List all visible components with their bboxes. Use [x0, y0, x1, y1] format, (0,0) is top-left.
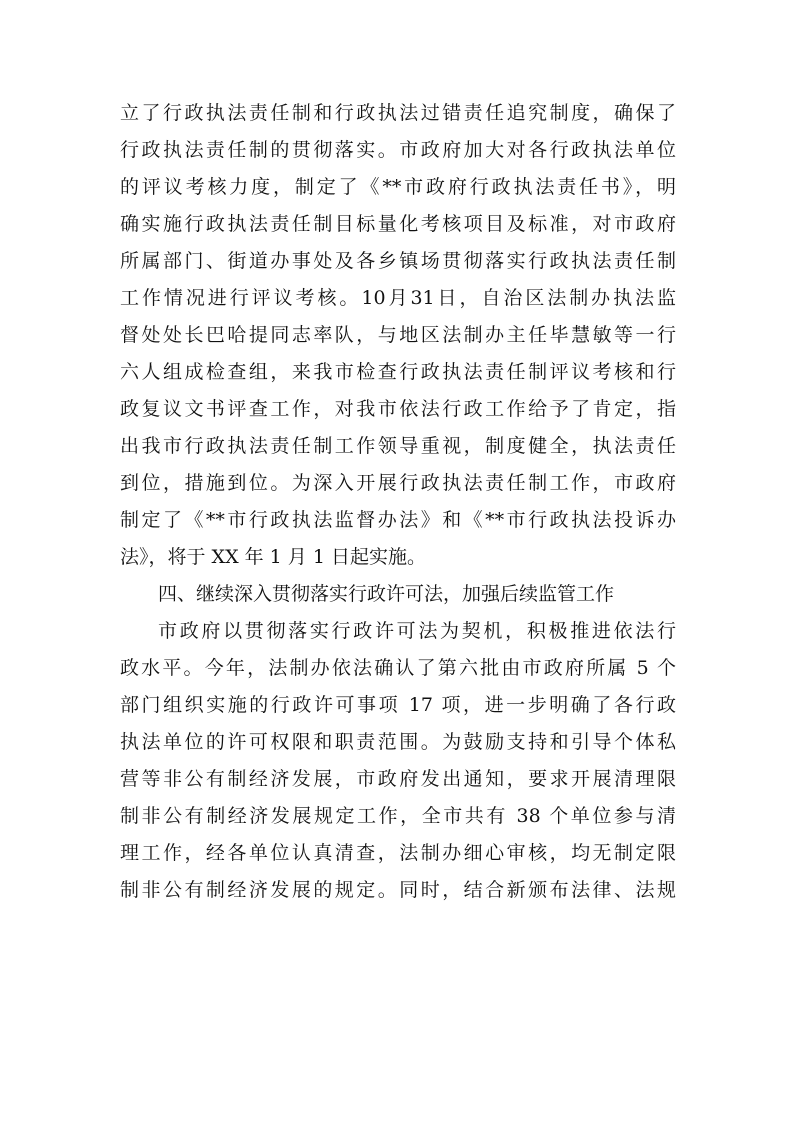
text-line: 的评议考核力度，制定了《**市政府行政执法责任书》，明	[120, 176, 676, 198]
text-line: 六人组成检查组，来我市检查行政执法责任制评议考核和行	[120, 361, 676, 383]
paragraph-end-line: 法》，将于 XX 年 1 月 1 日起实施。	[120, 546, 426, 568]
text-line: 出我市行政执法责任制工作领导重视，制度健全，执法责任	[120, 435, 676, 457]
text-line: 立了行政执法责任制和行政执法过错责任追究制度，确保了	[120, 102, 676, 124]
text-line: 营等非公有制经济发展，市政府发出通知，要求开展清理限	[120, 768, 676, 790]
document-body	[120, 95, 676, 909]
text-line: 政水平。今年，法制办依法确认了第六批由市政府所属 5 个	[120, 657, 676, 679]
text-line: 到位，措施到位。为深入开展行政执法责任制工作，市政府	[120, 472, 676, 494]
text-line: 督处处长巴哈提同志率队，与地区法制办主任毕慧敏等一行	[120, 324, 676, 346]
text-line: 执法单位的许可权限和职责范围。为鼓励支持和引导个体私	[120, 731, 676, 753]
text-line: 制非公有制经济发展规定工作，全市共有 38 个单位参与清	[120, 805, 676, 827]
text-line: 确实施行政执法责任制目标量化考核项目及标准，对市政府	[120, 213, 676, 235]
text-line: 理工作，经各单位认真清查，法制办细心审核，均无制定限	[120, 842, 676, 864]
text-line: 制非公有制经济发展的规定。同时，结合新颁布法律、法规	[120, 879, 676, 901]
section-heading: 四、继续深入贯彻落实行政许可法，加强后续监管工作	[158, 583, 615, 605]
paragraph-first-line: 市政府以贯彻落实行政许可法为契机，积极推进依法行	[158, 620, 676, 642]
text-line: 部门组织实施的行政许可事项 17 项，进一步明确了各行政	[120, 694, 676, 716]
text-line: 政复议文书评查工作，对我市依法行政工作给予了肯定，指	[120, 398, 676, 420]
text-line: 所属部门、街道办事处及各乡镇场贯彻落实行政执法责任制	[120, 250, 676, 272]
text-line: 工作情况进行评议考核。10月31日，自治区法制办执法监	[120, 287, 676, 309]
text-line: 制定了《**市行政执法监督办法》和《**市行政执法投诉办	[120, 509, 676, 531]
text-line: 行政执法责任制的贯彻落实。市政府加大对各行政执法单位	[120, 139, 676, 161]
